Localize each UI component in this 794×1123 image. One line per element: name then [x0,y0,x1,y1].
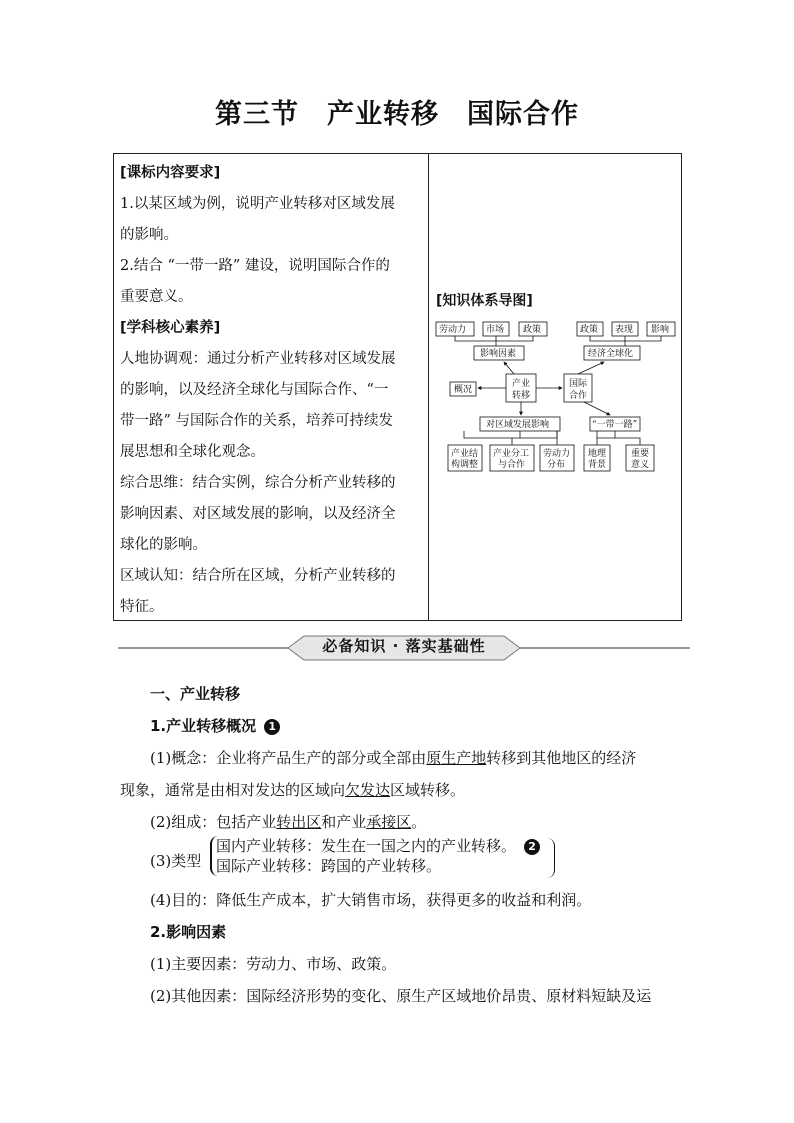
purpose-paragraph: (4)目的：降低生产成本，扩大销售市场，获得更多的收益和利润。 [150,891,592,909]
core-heading: [学科核心素养] [120,320,221,336]
overview-table [113,153,682,621]
map-impact: 影响 [651,325,670,335]
title-topic1: 产业转移 [327,99,439,130]
heading-overview-text: 1.产业转移概况 [150,717,257,735]
text-span: (1)概念：企业将产品生产的部分或全部由 [150,749,427,767]
map-center-2: 转移 [512,391,531,401]
map-s1a: 产业结 [451,449,479,459]
map-geo2: 背景 [588,460,607,470]
req-line: 1.以某区域为例，说明产业转移对区域发展 [120,196,395,212]
title-section: 第三节 [215,99,299,130]
types-brace [546,838,555,878]
map-labor: 劳动力 [439,325,467,335]
map-geo1: 地理 [588,449,607,459]
map-s1b: 构调整 [451,460,479,470]
map-s2a: 产业分工 [493,449,530,459]
core-line: 综合思维：结合实例，综合分析产业转移的 [120,475,396,491]
underlined-term: 转出区 [276,813,322,831]
types-label: (3)类型 [150,852,202,870]
map-overview: 概况 [454,385,473,395]
core-line: 影响因素、对区域发展的影响，以及经济全 [120,506,396,522]
knowledge-map-column [430,154,681,620]
req-line: 重要意义。 [120,289,193,305]
underlined-term: 承接区 [366,813,412,831]
text-span: 转移到其他地区的经济 [486,749,637,767]
requirements-heading: [课标内容要求] [120,165,221,181]
map-regional: 对区域发展影响 [486,420,550,430]
section-banner [118,632,690,664]
map-factors: 影响因素 [480,349,517,359]
map-globalization: 经济全球化 [588,349,634,359]
type-international: 国际产业转移：跨国的产业转移。 [216,857,442,875]
map-intl-1: 国际 [569,379,588,389]
note-marker-1[interactable]: 1 [264,719,280,735]
core-line: 展思想和全球化观念。 [120,444,265,460]
composition-paragraph [120,806,680,838]
map-intl-2: 合作 [569,391,588,401]
map-policy2: 政策 [580,325,599,335]
banner-text: 必备知识 · 落实基础性 [322,637,486,655]
knowledge-map-diagram [434,314,680,474]
map-sig2: 意义 [631,460,650,470]
text-span: 和产业 [321,813,367,831]
map-policy: 政策 [523,325,542,335]
core-line: 人地协调观：通过分析产业转移对区域发展 [120,351,396,367]
map-s2b: 与合作 [498,460,526,470]
map-belt: “一带一路” [592,420,638,430]
core-line: 带一路” 与国际合作的关系，培养可持续发 [120,413,394,429]
req-line: 2.结合 “一带一路” 建设，说明国际合作的 [120,258,390,274]
note-marker-2[interactable]: 2 [524,839,540,855]
main-content [120,678,680,1012]
core-line: 区域认知：结合所在区域，分析产业转移的 [120,568,396,584]
map-sig1: 重要 [631,449,650,459]
map-center-1: 产业 [512,379,531,389]
requirements-column [114,154,429,620]
text-span: (2)组成：包括产业 [150,813,277,831]
main-factors: (1)主要因素：劳动力、市场、政策。 [150,955,397,973]
types-list [210,836,540,876]
types-block [120,838,680,884]
underlined-term: 欠发达 [345,781,391,799]
title-topic2: 国际合作 [467,99,579,130]
core-line: 球化的影响。 [120,537,207,553]
map-s3b: 分布 [547,460,566,470]
map-market: 市场 [486,325,505,335]
heading-1: 一、产业转移 [150,685,241,703]
core-line: 的影响，以及经济全球化与国际合作、“一 [120,382,389,398]
page-title [0,92,794,131]
text-span: 区域转移。 [390,781,466,799]
concept-paragraph [120,742,680,774]
other-factors: (2)其他因素：国际经济形势的变化、原生产区域地价昂贵、原材料短缺及运 [150,987,652,1005]
map-perform: 表现 [615,325,634,335]
heading-factors: 2.影响因素 [150,923,227,941]
concept-paragraph-cont [120,774,680,806]
text-span: 现象，通常是由相对发达的区域向 [120,781,346,799]
underlined-term: 原生产地 [426,749,487,767]
knowledge-map-label: [知识体系导图] [436,293,533,309]
type-domestic [216,836,540,856]
map-s3a: 劳动力 [543,449,571,459]
text-span: 。 [411,813,427,831]
req-line: 的影响。 [120,227,178,243]
type-domestic-text: 国内产业转移：发生在一国之内的产业转移。 [216,837,517,855]
heading-overview [120,710,680,742]
core-line: 特征。 [120,599,164,615]
